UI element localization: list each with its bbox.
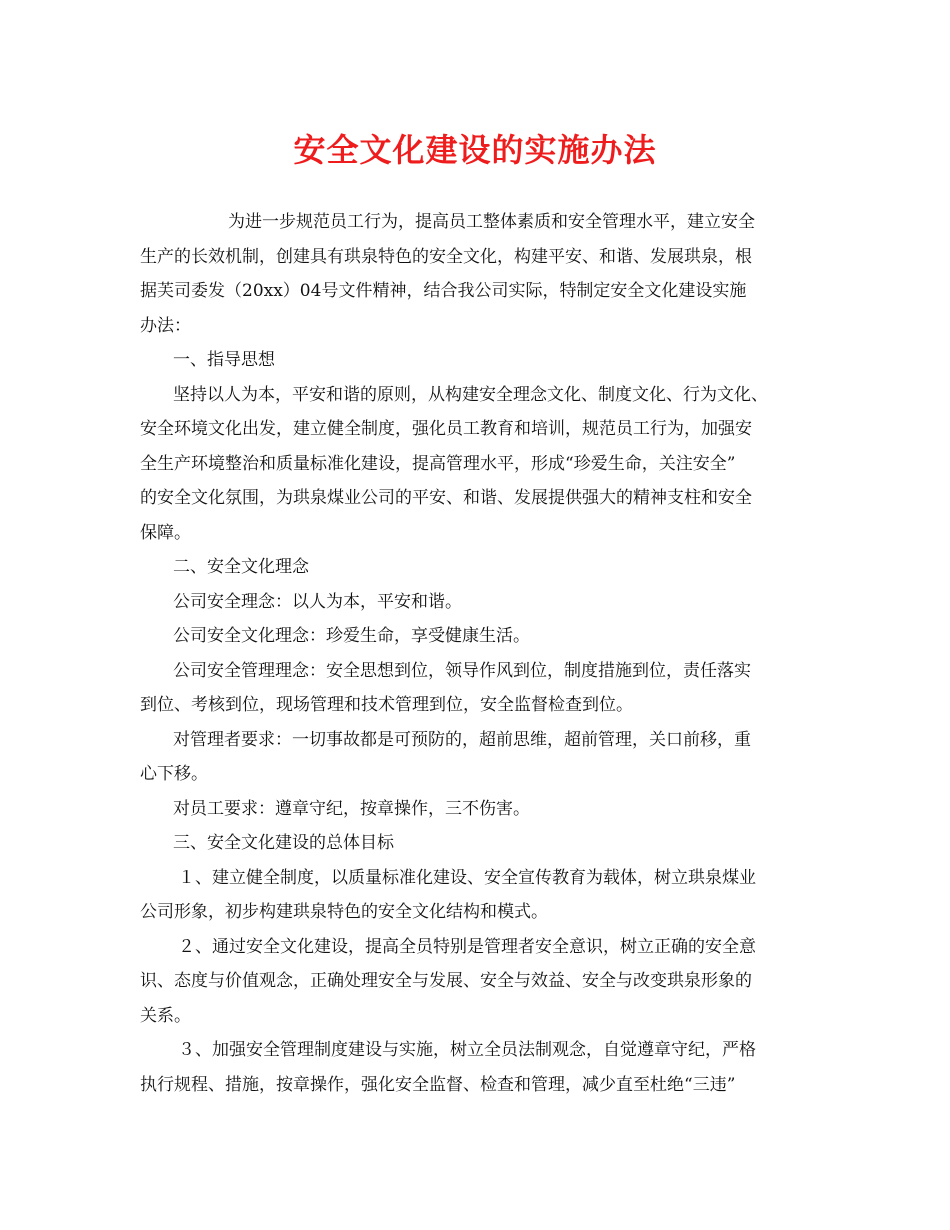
- section-heading-overall-goals: 三、安全文化建设的总体目标: [173, 833, 394, 853]
- list-item-goal-2-line: ２、通过安全文化建设，提高全员特别是管理者安全意识，树立正确的安全意: [178, 936, 756, 957]
- paragraph-guiding-line: 保障。: [140, 522, 191, 543]
- section-heading-safety-culture-concept: 二、安全文化理念: [173, 557, 309, 577]
- document-title: 安全文化建设的实施办法: [293, 131, 657, 169]
- paragraph-employee-requirements: 对员工要求：遵章守纪，按章操作，三不伤害。: [173, 798, 530, 819]
- paragraph-manager-requirements-line: 心下移。: [140, 764, 208, 784]
- paragraph-company-culture-concept: 公司安全文化理念：珍爱生命，享受健康生活。: [173, 626, 530, 646]
- list-item-goal-1-line: １、建立健全制度，以质量标准化建设、安全宣传教育为载体，树立珙泉煤业: [178, 867, 756, 888]
- paragraph-intro-line: 生产的长效机制，创建具有珙泉特色的安全文化，构建平安、和谐、发展珙泉，根: [140, 246, 752, 267]
- list-item-goal-1-line: 公司形象，初步构建珙泉特色的安全文化结构和模式。: [140, 902, 548, 922]
- list-item-goal-3-line: ３、加强安全管理制度建设与实施，树立全员法制观念，自觉遵章守纪，严格: [178, 1040, 756, 1060]
- section-heading-guiding-ideology: 一、指导思想: [173, 350, 275, 370]
- paragraph-company-safety-concept: 公司安全理念：以人为本，平安和谐。: [173, 591, 462, 612]
- paragraph-guiding-line: 安全环境文化出发，建立健全制度，强化员工教育和培训，规范员工行为，加强安: [140, 419, 752, 439]
- paragraph-management-concept-line: 公司安全管理理念：安全思想到位，领导作风到位，制度措施到位，责任落实: [173, 660, 751, 681]
- paragraph-guiding-line: 的安全文化氛围，为珙泉煤业公司的平安、和谐、发展提供强大的精神支柱和安全: [140, 488, 752, 508]
- paragraph-guiding-line: 坚持以人为本，平安和谐的原则，从构建安全理念文化、制度文化、行为文化、: [173, 384, 768, 405]
- list-item-goal-2-line: 关系。: [140, 1005, 191, 1026]
- paragraph-intro-line: 据芙司委发（20xx）04号文件精神，结合我公司实际，特制定安全文化建设实施: [140, 281, 747, 301]
- paragraph-intro-line: 办法：: [140, 315, 191, 336]
- paragraph-intro-line: 为进一步规范员工行为，提高员工整体素质和安全管理水平，建立安全: [228, 212, 755, 232]
- paragraph-manager-requirements-line: 对管理者要求：一切事故都是可预防的，超前思维，超前管理，关口前移，重: [173, 729, 751, 750]
- paragraph-management-concept-line: 到位、考核到位，现场管理和技术管理到位，安全监督检查到位。: [140, 695, 633, 715]
- list-item-goal-2-line: 识、态度与价值观念，正确处理安全与发展、安全与效益、安全与改变珙泉形象的: [140, 971, 752, 991]
- document-body: [140, 205, 830, 1102]
- paragraph-guiding-line: 全生产环境整治和质量标准化建设，提高管理水平，形成“珍爱生命，关注安全”: [140, 453, 736, 474]
- list-item-goal-3-line: 执行规程、措施，按章操作，强化安全监督、检查和管理，减少直至杜绝“三违”: [140, 1074, 736, 1095]
